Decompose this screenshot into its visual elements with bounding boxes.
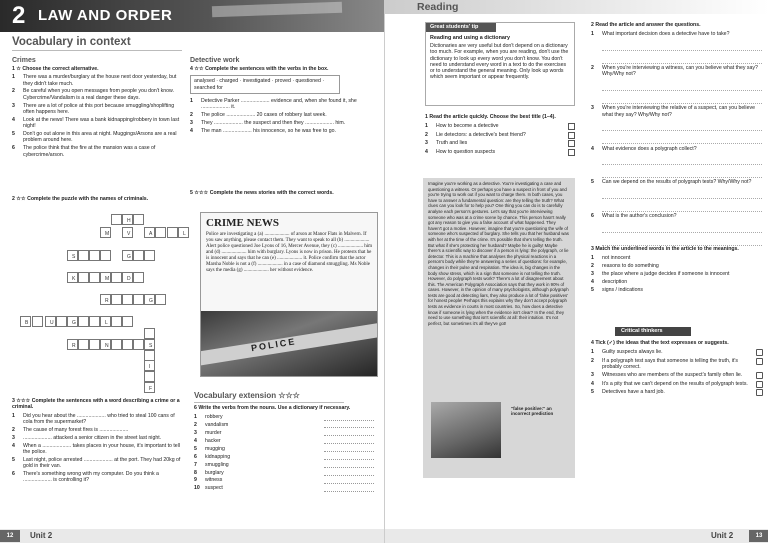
right-footer bbox=[385, 529, 768, 543]
crossword-cell[interactable] bbox=[100, 250, 111, 261]
list-item bbox=[591, 279, 763, 285]
item-number: 3 bbox=[591, 105, 594, 112]
item-number: 3 bbox=[194, 430, 197, 437]
crossword-letter: A bbox=[149, 231, 153, 237]
crossword-cell[interactable] bbox=[78, 316, 89, 327]
item-number: 5 bbox=[194, 445, 197, 452]
unit-title: LAW AND ORDER bbox=[38, 7, 173, 24]
crossword-cell[interactable] bbox=[67, 250, 78, 261]
left-footer bbox=[0, 529, 384, 543]
page-number: 13 bbox=[749, 530, 768, 542]
right-page bbox=[384, 0, 768, 543]
item-text: signs / indications bbox=[602, 286, 643, 293]
answer-checkbox[interactable] bbox=[568, 149, 575, 156]
crossword-cell[interactable] bbox=[122, 214, 133, 225]
list-item bbox=[12, 145, 184, 158]
item-number: 2 bbox=[591, 357, 594, 364]
crime-news-text: Police are investigating a (a) .................... of arson at Manor Flats in Malvern. If you saw anything, please contact them. They want to speak to all (b) .................... Alert police questioned Joe Lyons of 16, Mercer Avenue, they (c) .................... him and (d) .................... him with burglary. Lyons is now in prison. He protests that he is innocent and says that he can (e) .................... it. Police confirm that the actor Marsha Noble is not a (f) .................... in a case of diamond smuggling. Ms Noble says the media (g) .................... her without evidence. bbox=[206, 232, 372, 273]
item-number: 1 bbox=[190, 97, 193, 104]
crossword-cell[interactable] bbox=[45, 316, 56, 327]
answer-line[interactable] bbox=[602, 96, 762, 104]
crossword-cell[interactable] bbox=[32, 316, 43, 327]
item-number: 9 bbox=[194, 477, 197, 484]
answer-line[interactable] bbox=[324, 438, 374, 444]
item-number: 6 bbox=[12, 145, 15, 152]
answer-line[interactable] bbox=[602, 123, 762, 131]
crossword-cell[interactable] bbox=[144, 339, 155, 350]
list-item bbox=[194, 438, 374, 444]
item-number: 2 bbox=[190, 112, 193, 119]
list-item bbox=[591, 255, 763, 261]
item-number: 2 bbox=[591, 65, 594, 72]
crossword-cell[interactable] bbox=[78, 339, 89, 350]
crossword-letter: S bbox=[149, 343, 153, 349]
item-number: 4 bbox=[12, 116, 15, 123]
answer-line[interactable] bbox=[602, 83, 762, 91]
item-number: 5 bbox=[591, 179, 594, 186]
list-item bbox=[425, 140, 575, 147]
list-item bbox=[194, 446, 374, 452]
crossword-cell[interactable] bbox=[178, 227, 189, 238]
item-text: robbery bbox=[205, 414, 223, 421]
vocab-ext-title: Vocabulary extension ☆☆☆ bbox=[194, 391, 300, 400]
answer-line[interactable] bbox=[602, 136, 762, 144]
list-item bbox=[190, 112, 370, 118]
crossword-cell[interactable] bbox=[133, 294, 144, 305]
crossword-cell[interactable] bbox=[155, 294, 166, 305]
item-text: murder bbox=[205, 430, 222, 437]
false-positive-note: "false positive:" an incorrect prediction bbox=[511, 406, 554, 416]
reading-exercise-2 bbox=[591, 22, 763, 247]
ex6-title: 6 Write the verbs from the nouns. Use a dictionary if necessary. bbox=[194, 405, 351, 411]
exercise-5 bbox=[190, 190, 370, 196]
item-number: 3 bbox=[591, 372, 594, 379]
crossword-cell[interactable] bbox=[122, 272, 133, 283]
crossword-cell[interactable] bbox=[167, 227, 178, 238]
list-item bbox=[591, 381, 763, 388]
item-number: 4 bbox=[591, 380, 594, 387]
list-item bbox=[12, 88, 184, 101]
r-ex3-title: 3 Match the underlined words in the article to the meanings. bbox=[591, 246, 739, 252]
crossword-cell[interactable] bbox=[133, 250, 144, 261]
crossword-cell[interactable] bbox=[67, 316, 78, 327]
crossword-cell[interactable] bbox=[89, 272, 100, 283]
answer-checkbox[interactable] bbox=[568, 140, 575, 147]
answer-line[interactable] bbox=[324, 485, 374, 491]
item-number: 5 bbox=[591, 286, 594, 293]
exercise-6 bbox=[194, 405, 374, 493]
item-text: The police think that the fire at the mansion was a case of cybercrime/arson. bbox=[23, 145, 156, 158]
list-item bbox=[194, 430, 374, 436]
answer-line[interactable] bbox=[324, 446, 374, 452]
crossword-cell[interactable] bbox=[89, 339, 100, 350]
item-number: 3 bbox=[591, 271, 594, 278]
item-text: hacker bbox=[205, 437, 221, 444]
crossword-cell[interactable] bbox=[133, 272, 144, 283]
crossword-cell[interactable] bbox=[122, 339, 133, 350]
item-text: If a polygraph test says that someone is telling the truth, it's probably correct. bbox=[602, 357, 738, 371]
answer-line[interactable] bbox=[324, 477, 374, 483]
item-text: When you're interviewing the relative of a suspect, can you believe what they say? Why/Why not? bbox=[602, 105, 755, 118]
item-text: the place where a judge decides if someone is innocent bbox=[602, 271, 730, 278]
crossword-letter: N bbox=[105, 343, 109, 349]
crossword-letter: D bbox=[127, 276, 131, 282]
crossword-letter: R bbox=[105, 298, 109, 304]
crossword-letter: G bbox=[149, 298, 153, 304]
list-item bbox=[12, 471, 184, 484]
list-item bbox=[591, 389, 763, 396]
list-item bbox=[591, 349, 763, 356]
item-number: 2 bbox=[12, 88, 15, 95]
crossword-cell[interactable] bbox=[144, 294, 155, 305]
crossword-cell[interactable] bbox=[56, 316, 67, 327]
list-item bbox=[190, 98, 370, 111]
list-item bbox=[12, 443, 184, 456]
item-number: 2 bbox=[12, 426, 15, 433]
item-text: How to become a detective bbox=[436, 123, 499, 130]
list-item bbox=[591, 287, 763, 293]
crossword-cell[interactable] bbox=[111, 339, 122, 350]
detective-heading: Detective work bbox=[190, 57, 240, 64]
item-text: .................... attacked a senior citizen in the street last night. bbox=[23, 434, 162, 441]
answer-line[interactable] bbox=[324, 462, 374, 468]
tick-box[interactable] bbox=[756, 358, 763, 365]
exercise-2 bbox=[12, 196, 184, 202]
item-text: Witnesses who are members of the suspect's family often lie. bbox=[602, 372, 743, 379]
crossword-puzzle bbox=[20, 214, 190, 394]
list-item bbox=[194, 422, 374, 428]
list-item bbox=[12, 74, 184, 87]
crossword-cell[interactable] bbox=[144, 227, 155, 238]
crossword-letter: M bbox=[105, 231, 110, 237]
exercise-4 bbox=[190, 66, 370, 136]
crossword-cell[interactable] bbox=[111, 294, 122, 305]
answer-line[interactable] bbox=[324, 414, 374, 420]
item-number: 1 bbox=[591, 255, 594, 262]
item-text: What is the author's conclusion? bbox=[602, 213, 677, 220]
crossword-cell[interactable] bbox=[144, 360, 155, 371]
list-item bbox=[591, 146, 763, 178]
list-item bbox=[12, 103, 184, 116]
crimes-heading: Crimes bbox=[12, 57, 36, 64]
answer-line[interactable] bbox=[602, 170, 762, 178]
crossword-letter: R bbox=[72, 343, 76, 349]
divider bbox=[12, 50, 182, 51]
list-item bbox=[194, 477, 374, 483]
item-text: How to question suspects bbox=[436, 149, 496, 156]
list-item bbox=[591, 358, 763, 371]
police-tape-photo bbox=[201, 311, 378, 377]
list-item bbox=[12, 117, 184, 130]
crossword-letter: L bbox=[105, 320, 108, 326]
list-item bbox=[190, 120, 370, 126]
item-number: 2 bbox=[425, 131, 428, 138]
item-number: 4 bbox=[190, 127, 193, 134]
crossword-cell[interactable] bbox=[78, 272, 89, 283]
list-item bbox=[425, 132, 575, 139]
answer-line[interactable] bbox=[602, 191, 762, 199]
answer-checkbox[interactable] bbox=[568, 132, 575, 139]
item-number: 6 bbox=[194, 453, 197, 460]
answer-checkbox[interactable] bbox=[568, 123, 575, 130]
crossword-cell[interactable] bbox=[122, 227, 133, 238]
item-text: Truth and lies bbox=[436, 140, 468, 147]
item-text: It's a pity that we can't depend on the results of polygraph tests. bbox=[602, 380, 748, 387]
item-number: 4 bbox=[591, 145, 594, 152]
item-number: 10 bbox=[194, 485, 200, 492]
crossword-cell[interactable] bbox=[155, 227, 166, 238]
item-text: Lie detectors: a detective's best friend? bbox=[436, 131, 526, 138]
article-text: Imagine you're working as a detective. You're investigating a case and questioning a witness. Or perhaps you have a suspect in front of you and you're trying to work out if you want to charge them. In both cases, you have to answer a fundamental question: are they telling the truth? What clues can you look for to help you? One thing you can do is to carefully analyse each person's gestures. Let's say that you're interviewing someone who was at a crime scene by chance. This person hasn't really got any reason to give you a false account of what happened. They haven't got a motive. However, imagine that you're questioning the wife of someone who's suspected of burglary. She tells you that her husband was with her at the time of the crime. It's possible that she's telling the truth. But what if she's protecting her husband? Maybe he is guilty! Maybe there's a scientific way to discover if a person is lying: the polygraph, or lie detector. This is a machine that analyses the physical reactions in a person's body while they're answering a series of questions: for example, changes in their pulse and respiration. The idea is, big changes in the body show stress, which is a sign that someone is not telling the truth. However, do polygraph tests work? There's a lot of disagreement about this. The American Polygraph Association says that they work in 90% of cases. However, in the opinion of many psychologists, although polygraph tests are good at detecting liars, they also produce a lot of 'false positives' for honest people! Perhaps this explains why they don't accept polygraph tests as evidence in courts in most countries. So, how does a detective know if someone is lying when the evidence isn't clear? In the end, they need to use something that isn't scientific at all: their intuition. It's not perfect, but sometimes it's all they've got! bbox=[428, 181, 569, 326]
list-item bbox=[12, 435, 184, 441]
list-item bbox=[591, 105, 763, 144]
item-number: 5 bbox=[12, 131, 15, 138]
crossword-letter: F bbox=[149, 386, 153, 392]
list-item bbox=[194, 485, 374, 491]
item-text: Guilty suspects always lie. bbox=[602, 349, 663, 356]
ex2-title: 2 ☆☆ Complete the puzzle with the names of criminals. bbox=[12, 196, 149, 202]
item-text: What important decision does a detective have to take? bbox=[602, 31, 730, 38]
crossword-cell[interactable] bbox=[144, 371, 155, 382]
list-item bbox=[12, 427, 184, 433]
crime-tape-decoration bbox=[212, 2, 342, 18]
item-text: Can we depend on the results of polygraph tests? Why/Why not? bbox=[602, 179, 752, 186]
crossword-letter: V bbox=[127, 231, 131, 237]
reading-exercise-3 bbox=[591, 246, 763, 295]
tick-box[interactable] bbox=[756, 372, 763, 379]
item-number: 8 bbox=[194, 469, 197, 476]
crossword-cell[interactable] bbox=[100, 316, 111, 327]
list-item bbox=[194, 414, 374, 420]
tip-label: Great students' tip bbox=[426, 23, 496, 32]
item-number: 1 bbox=[591, 31, 594, 38]
item-text: The man .................... his innocence, so he was free to go. bbox=[201, 127, 336, 134]
crossword-letter: S bbox=[72, 254, 76, 260]
answer-line[interactable] bbox=[602, 225, 762, 233]
item-text: Detective Parker .................... evidence and, when she found it, she .................... it. bbox=[201, 97, 357, 111]
list-item bbox=[12, 131, 184, 144]
answer-line[interactable] bbox=[602, 43, 762, 51]
answer-line[interactable] bbox=[602, 157, 762, 165]
item-text: vandalism bbox=[205, 422, 229, 429]
item-text: Did you hear about the .................... who tried to steal 100 cans of cola from the supermarket? bbox=[23, 412, 175, 425]
answer-line[interactable] bbox=[602, 204, 762, 212]
students-tip-box bbox=[425, 22, 575, 106]
crossword-letter: H bbox=[127, 218, 131, 224]
list-item bbox=[591, 271, 763, 277]
item-number: 1 bbox=[591, 349, 594, 356]
item-text: There's something wrong with my computer. Do you think a .................... is controlling it? bbox=[23, 470, 159, 484]
crossword-cell[interactable] bbox=[100, 227, 111, 238]
item-number: 6 bbox=[591, 213, 594, 220]
item-number: 4 bbox=[12, 442, 15, 449]
crossword-cell[interactable] bbox=[144, 382, 155, 393]
item-text: smuggling bbox=[205, 461, 229, 468]
item-text: Last night, police arrested .................... at the port. They had 20kg of gold in their van. bbox=[23, 456, 181, 470]
r-ex2-title: 2 Read the article and answer the questions. bbox=[591, 22, 701, 28]
item-number: 2 bbox=[194, 422, 197, 429]
item-text: When you're interviewing a witness, can you believe what they say? Why/Why not? bbox=[602, 65, 758, 78]
list-item bbox=[425, 149, 575, 156]
r-ex4-title: 4 Tick (✓) the ideas that the text expresses or suggests. bbox=[591, 340, 729, 346]
unit-number: 2 bbox=[12, 2, 26, 29]
item-number: 1 bbox=[12, 74, 15, 81]
item-number: 5 bbox=[12, 456, 15, 463]
crime-news-title: CRIME NEWS bbox=[206, 217, 280, 229]
crossword-cell[interactable] bbox=[20, 316, 31, 327]
item-number: 3 bbox=[12, 434, 15, 441]
crossword-letter: K bbox=[72, 276, 76, 282]
crossword-cell[interactable] bbox=[122, 250, 133, 261]
ex4-title: 4 ☆☆ Complete the sentences with the verbs in the box. bbox=[190, 66, 329, 72]
list-item bbox=[425, 123, 575, 130]
item-text: mugging bbox=[205, 445, 225, 452]
item-text: witness bbox=[205, 477, 223, 484]
item-number: 4 bbox=[591, 278, 594, 285]
police-tape-label: POLICE bbox=[200, 321, 378, 366]
list-item bbox=[591, 31, 763, 63]
critical-thinkers-label: Critical thinkers bbox=[615, 327, 691, 336]
list-item bbox=[12, 457, 184, 470]
crossword-cell[interactable] bbox=[89, 316, 100, 327]
tick-box[interactable] bbox=[756, 381, 763, 388]
item-text: There are a lot of police at this port because smuggling/shoplifting often happens here. bbox=[23, 102, 175, 115]
item-number: 1 bbox=[194, 414, 197, 421]
item-text: The cause of many forest fires is .................... bbox=[23, 426, 129, 433]
article bbox=[423, 178, 575, 478]
tick-box[interactable] bbox=[756, 349, 763, 356]
crossword-cell[interactable] bbox=[133, 339, 144, 350]
crossword-letter: I bbox=[149, 364, 151, 370]
answer-line[interactable] bbox=[324, 454, 374, 460]
item-text: suspect bbox=[205, 485, 223, 492]
item-number: 4 bbox=[194, 437, 197, 444]
crossword-cell[interactable] bbox=[100, 339, 111, 350]
page-number: 12 bbox=[0, 530, 20, 542]
list-item bbox=[194, 470, 374, 476]
exercise-3 bbox=[12, 398, 184, 485]
item-number: 2 bbox=[591, 263, 594, 270]
crossword-cell[interactable] bbox=[111, 316, 122, 327]
tip-heading: Reading and using a dictionary bbox=[430, 35, 510, 41]
list-item bbox=[591, 263, 763, 269]
crossword-cell[interactable] bbox=[67, 339, 78, 350]
crossword-letter: B bbox=[25, 320, 29, 326]
answer-line[interactable] bbox=[602, 238, 762, 246]
item-text: What evidence does a polygraph collect? bbox=[602, 145, 697, 152]
answer-line[interactable] bbox=[324, 470, 374, 476]
list-item bbox=[190, 128, 370, 134]
answer-line[interactable] bbox=[602, 56, 762, 64]
list-item bbox=[194, 462, 374, 468]
section-title: Vocabulary in context bbox=[12, 36, 131, 48]
tick-box[interactable] bbox=[756, 389, 763, 396]
crime-news-box bbox=[200, 212, 378, 377]
crossword-cell[interactable] bbox=[122, 294, 133, 305]
item-text: description bbox=[602, 278, 628, 285]
list-item bbox=[591, 65, 763, 104]
exercise-1 bbox=[12, 66, 184, 159]
item-text: The police .................... 20 cases of robbery last week. bbox=[201, 112, 327, 119]
crossword-cell[interactable] bbox=[144, 328, 155, 339]
ex5-title: 5 ☆☆☆ Complete the news stories with the correct words. bbox=[190, 190, 334, 196]
item-number: 5 bbox=[591, 389, 594, 396]
list-item bbox=[591, 179, 763, 211]
crossword-cell[interactable] bbox=[78, 250, 89, 261]
unit-header bbox=[0, 0, 384, 32]
crossword-letter: L bbox=[183, 231, 186, 237]
reading-exercise-1 bbox=[425, 114, 575, 158]
crossword-letter: U bbox=[50, 320, 54, 326]
item-text: They .................... the suspect and then they .................... him. bbox=[201, 119, 346, 126]
item-text: Don't go out alone in this area at night. Muggings/Arsons are a real problem around here. bbox=[23, 131, 177, 144]
vocabulary-extension bbox=[194, 391, 384, 528]
crossword-letter: G bbox=[127, 254, 131, 260]
polygraph-image bbox=[431, 402, 501, 458]
crossword-cell[interactable] bbox=[111, 272, 122, 283]
item-number: 3 bbox=[190, 119, 193, 126]
crossword-cell[interactable] bbox=[122, 316, 133, 327]
crossword-cell[interactable] bbox=[67, 272, 78, 283]
item-text: There was a murder/burglary at the house next door yesterday, but they didn't take much. bbox=[23, 74, 177, 87]
crossword-letter: M bbox=[105, 276, 110, 282]
reading-header bbox=[385, 0, 768, 14]
item-text: Be careful when you open messages from people you don't know. Cybercrime/Vandalism is a real danger these days. bbox=[23, 88, 174, 101]
ex3-title: 3 ☆☆☆ Complete the sentences with a word describing a crime or a criminal. bbox=[12, 398, 180, 411]
item-number: 7 bbox=[194, 461, 197, 468]
reading-title: Reading bbox=[417, 1, 459, 13]
list-item bbox=[591, 213, 763, 245]
list-item bbox=[591, 372, 763, 379]
item-number: 1 bbox=[425, 123, 428, 130]
unit-label: Unit 2 bbox=[711, 531, 734, 540]
crossword-cell[interactable] bbox=[144, 250, 155, 261]
tip-text: Dictionaries are very useful but don't depend on a dictionary too much. For example, when you are reading, don't use the dictionary to look up every word you don't know. You don't need to understand every word in a text to do the exercises or to understand the general meaning. Only look up words which seem important or appear frequently. bbox=[430, 43, 569, 81]
ex1-title: 1 ☆ Choose the correct alternative. bbox=[12, 66, 99, 72]
r-ex1-title: 1 Read the article quickly. Choose the best title (1–4). bbox=[425, 114, 556, 120]
crossword-cell[interactable] bbox=[111, 214, 122, 225]
item-text: burglary bbox=[205, 469, 224, 476]
crossword-cell[interactable] bbox=[89, 250, 100, 261]
item-text: kidnapping bbox=[205, 453, 231, 460]
item-text: Detectives have a hard job. bbox=[602, 389, 665, 396]
item-number: 4 bbox=[425, 149, 428, 156]
item-text: When a .................... takes places in your house, it's important to tell the police. bbox=[23, 442, 180, 455]
ex4-word-box: analysed · charged · investigated · proved · questioned · searched for bbox=[190, 75, 340, 94]
list-item bbox=[12, 413, 184, 426]
answer-line[interactable] bbox=[324, 430, 374, 436]
crossword-letter: G bbox=[72, 320, 76, 326]
answer-line[interactable] bbox=[324, 422, 374, 428]
item-number: 1 bbox=[12, 412, 15, 419]
item-text: reasons to do something bbox=[602, 263, 659, 270]
item-text: not innocent bbox=[602, 255, 631, 262]
crossword-cell[interactable] bbox=[133, 214, 144, 225]
crossword-cell[interactable] bbox=[100, 294, 111, 305]
divider bbox=[194, 402, 344, 403]
reading-exercise-4 bbox=[591, 340, 763, 398]
item-number: 6 bbox=[12, 470, 15, 477]
crossword-cell[interactable] bbox=[100, 272, 111, 283]
unit-label: Unit 2 bbox=[30, 531, 53, 540]
list-item bbox=[194, 454, 374, 460]
item-text: Look at the news! There was a bank kidnapping/robbery in town last night! bbox=[23, 116, 180, 130]
item-number: 3 bbox=[425, 140, 428, 147]
item-number: 3 bbox=[12, 102, 15, 109]
